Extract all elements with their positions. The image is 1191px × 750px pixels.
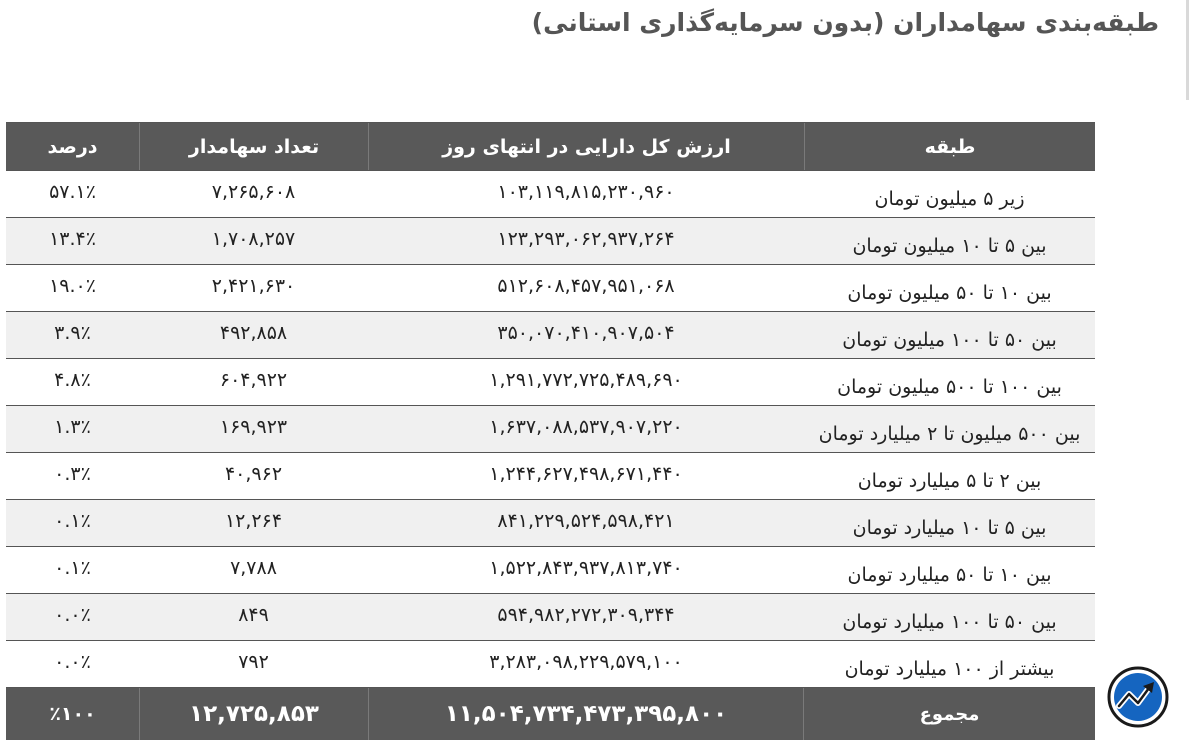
tier-cell: بیشتر از ۱۰۰ میلیارد تومان (844, 658, 1055, 680)
tier-cell: بین ۲ تا ۵ میلیارد تومان (857, 470, 1042, 492)
tier-cell: بین ۱۰ تا ۵۰ میلیارد تومان (847, 564, 1052, 586)
table-row (6, 547, 1095, 594)
value-cell: ۵۹۴,۹۸۲,۲۷۲,۳۰۹,۳۴۴ (497, 604, 675, 626)
count-cell: ۱۶۹,۹۲۳ (219, 416, 288, 438)
table-row (6, 500, 1095, 547)
table-row (6, 641, 1095, 688)
count-cell: ۸۴۹ (238, 604, 269, 626)
table-body (6, 171, 1095, 688)
value-cell: ۳,۲۸۳,۰۹۸,۲۲۹,۵۷۹,۱۰۰ (489, 651, 683, 673)
table-row (6, 265, 1095, 312)
percent-cell: ۰.۰٪ (54, 604, 91, 626)
header-count: تعداد سهامدار (139, 123, 368, 170)
count-cell: ۱۲,۲۶۴ (224, 510, 283, 532)
tier-cell: بین ۵۰۰ میلیون تا ۲ میلیارد تومان (818, 423, 1081, 445)
header-value: ارزش کل دارایی در انتهای روز (368, 123, 804, 170)
table-row (6, 453, 1095, 500)
tier-cell: بین ۵ تا ۱۰ میلیون تومان (852, 235, 1047, 257)
percent-cell: ۰.۱٪ (54, 510, 91, 532)
value-cell: ۱,۵۲۲,۸۴۳,۹۳۷,۸۱۳,۷۴۰ (489, 557, 683, 579)
tier-cell: بین ۵۰ تا ۱۰۰ میلیون تومان (842, 329, 1057, 351)
count-cell: ۴۹۲,۸۵۸ (219, 322, 288, 344)
tier-cell: بین ۱۰ تا ۵۰ میلیون تومان (847, 282, 1052, 304)
value-cell: ۵۱۲,۶۰۸,۴۵۷,۹۵۱,۰۶۸ (497, 275, 675, 297)
percent-cell: ۰.۳٪ (54, 463, 91, 485)
count-cell: ۶۰۴,۹۲۲ (219, 369, 288, 391)
table-row (6, 594, 1095, 641)
table-row (6, 312, 1095, 359)
percent-cell: ۰.۰٪ (54, 651, 91, 673)
percent-cell: ۰.۱٪ (54, 557, 91, 579)
tier-cell: زیر ۵ میلیون تومان (874, 188, 1025, 210)
count-cell: ۷۹۲ (238, 651, 269, 673)
percent-cell: ۱۳.۴٪ (49, 228, 96, 250)
table-row (6, 406, 1095, 453)
table-row (6, 171, 1095, 218)
count-cell: ۷,۲۶۵,۶۰۸ (211, 181, 296, 203)
percent-cell: ۳.۹٪ (54, 322, 91, 344)
value-cell: ۳۵۰,۰۷۰,۴۱۰,۹۰۷,۵۰۴ (497, 322, 675, 344)
count-cell: ۲,۴۲۱,۶۳۰ (211, 275, 296, 297)
value-cell: ۱,۲۴۴,۶۲۷,۴۹۸,۶۷۱,۴۴۰ (489, 463, 683, 485)
header-tier: طبقه (804, 123, 1095, 170)
table-total-row (6, 688, 1095, 740)
value-cell: ۸۴۱,۲۲۹,۵۲۴,۵۹۸,۴۲۱ (497, 510, 675, 532)
trend-arrow-logo-icon (1107, 666, 1169, 728)
total-value: ۱۱,۵۰۴,۷۳۴,۴۷۳,۳۹۵,۸۰۰ (368, 688, 804, 740)
percent-cell: ۴.۸٪ (54, 369, 91, 391)
percent-cell: ۱۹.۰٪ (49, 275, 96, 297)
header-percent: درصد (47, 135, 98, 158)
value-cell: ۱,۶۳۷,۰۸۸,۵۳۷,۹۰۷,۲۲۰ (489, 416, 683, 438)
table-row (6, 218, 1095, 265)
tier-cell: بین ۱۰۰ تا ۵۰۰ میلیون تومان (837, 376, 1062, 398)
count-cell: ۷,۷۸۸ (230, 557, 277, 579)
value-cell: ۱۰۳,۱۱۹,۸۱۵,۲۳۰,۹۶۰ (497, 181, 675, 203)
table-header-row (6, 123, 1095, 171)
tier-cell: بین ۵ تا ۱۰ میلیارد تومان (852, 517, 1047, 539)
tier-cell: بین ۵۰ تا ۱۰۰ میلیارد تومان (842, 611, 1057, 633)
percent-cell: ۱.۳٪ (54, 416, 91, 438)
percent-cell: ۵۷.۱٪ (49, 181, 96, 203)
count-cell: ۱,۷۰۸,۲۵۷ (211, 228, 296, 250)
right-edge-rule (1186, 0, 1189, 100)
total-count: ۱۲,۷۲۵,۸۵۳ (139, 688, 368, 740)
shareholders-table (6, 122, 1095, 740)
value-cell: ۱,۲۹۱,۷۷۲,۷۲۵,۴۸۹,۶۹۰ (489, 369, 683, 391)
count-cell: ۴۰,۹۶۲ (224, 463, 283, 485)
total-percent: ٪۱۰۰ (49, 703, 96, 725)
table-row (6, 359, 1095, 406)
page-title: طبقه‌بندی سهامداران (بدون سرمایه‌گذاری استانی) (531, 8, 1159, 37)
total-label: مجموع (919, 703, 980, 725)
value-cell: ۱۲۳,۲۹۳,۰۶۲,۹۳۷,۲۶۴ (497, 228, 675, 250)
